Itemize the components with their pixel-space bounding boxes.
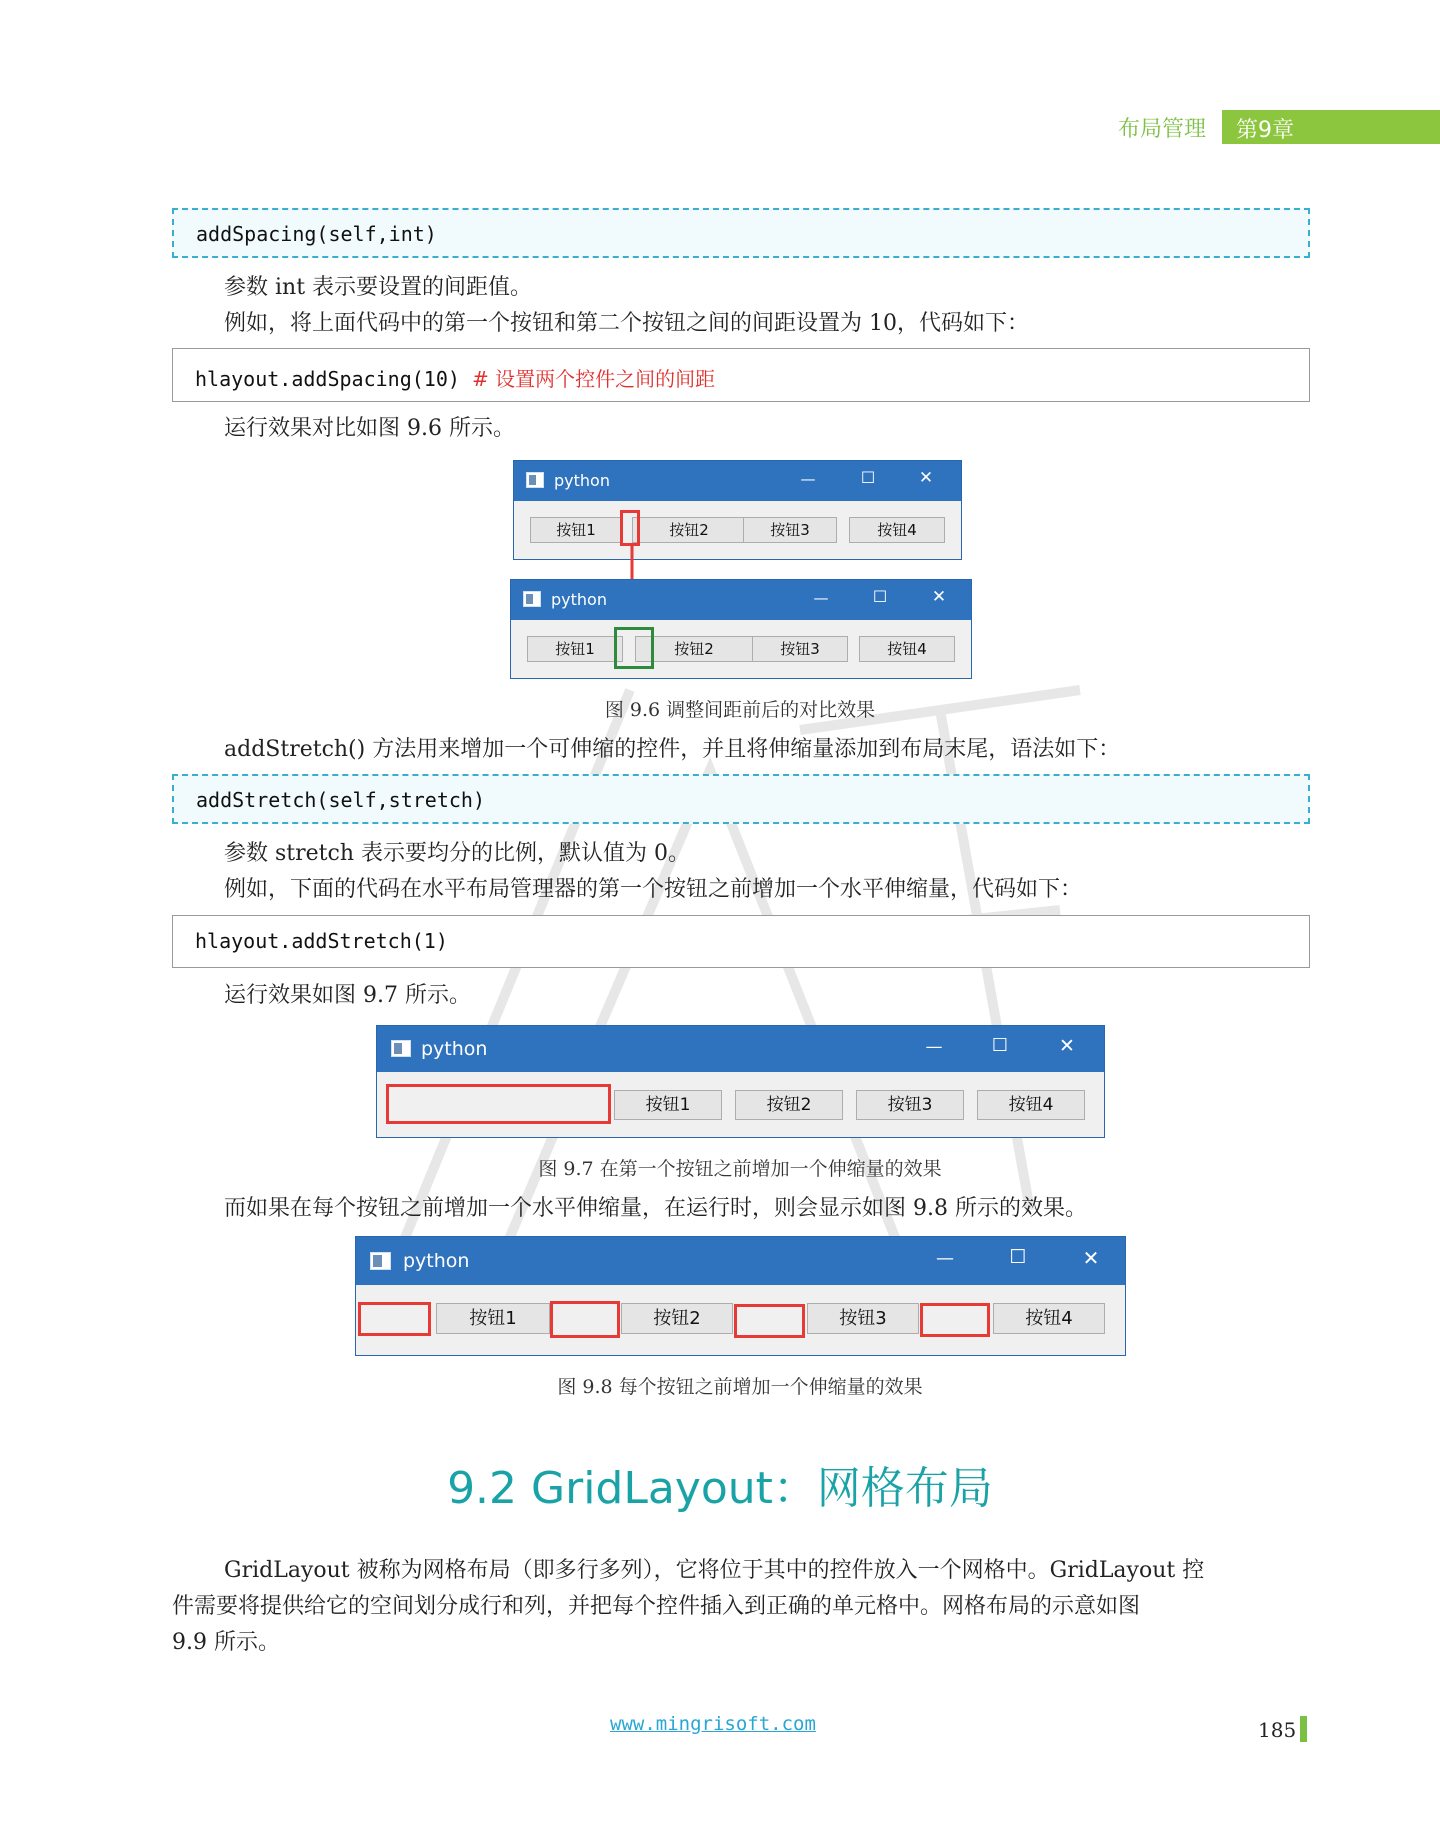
button-1[interactable]: 按钮1 — [614, 1090, 722, 1120]
header-chapter-label: 第9章 — [1236, 118, 1294, 143]
page-number-bar — [1300, 1716, 1307, 1742]
paragraph: addStretch() 方法用来增加一个可伸缩的控件，并且将伸缩量添加到布局末尾，语法如下： — [224, 737, 1121, 762]
button-3[interactable]: 按钮3 — [743, 517, 837, 543]
stretch-highlight — [550, 1301, 620, 1338]
window-title: python — [554, 471, 610, 490]
code-block-addstretch-example — [172, 915, 1310, 968]
paragraph: 例如，将上面代码中的第一个按钮和第二个按钮之间的间距设置为 10，代码如下： — [224, 311, 1029, 336]
code-block-addspacing-example — [172, 348, 1310, 402]
paragraph: 9.9 所示。 — [172, 1630, 280, 1655]
stretch-highlight — [734, 1304, 805, 1338]
minimize-icon[interactable]: — — [800, 470, 816, 488]
app-icon — [391, 1040, 411, 1057]
maximize-icon[interactable]: ☐ — [1009, 1246, 1027, 1268]
button-2[interactable]: 按钮2 — [621, 1303, 733, 1334]
button-4[interactable]: 按钮4 — [859, 636, 955, 662]
button-4[interactable]: 按钮4 — [993, 1303, 1105, 1334]
paragraph: 参数 stretch 表示要均分的比例，默认值为 0。 — [224, 841, 690, 866]
button-2[interactable]: 按钮2 — [735, 1090, 843, 1120]
window-title: python — [551, 590, 607, 609]
button-3[interactable]: 按钮3 — [752, 636, 848, 662]
title-bar — [377, 1026, 1104, 1072]
page-number: 185 — [1258, 1718, 1297, 1742]
title-bar — [511, 580, 971, 620]
stretch-highlight — [358, 1302, 431, 1336]
app-icon — [370, 1252, 391, 1270]
figure-caption: 图 9.7 在第一个按钮之前增加一个伸缩量的效果 — [538, 1158, 942, 1180]
close-icon[interactable]: ✕ — [918, 468, 934, 488]
code-statement: hlayout.addSpacing(10) — [195, 367, 472, 391]
python-window — [355, 1236, 1126, 1356]
minimize-icon[interactable]: — — [925, 1037, 943, 1057]
figure-caption: 图 9.8 每个按钮之前增加一个伸缩量的效果 — [557, 1376, 923, 1398]
paragraph: 例如，下面的代码在水平布局管理器的第一个按钮之前增加一个水平伸缩量，代码如下： — [224, 877, 1083, 902]
minimize-icon[interactable]: — — [813, 589, 829, 607]
code-text: hlayout.addStretch(1) — [195, 929, 448, 953]
footer-link[interactable]: www.mingrisoft.com — [610, 1713, 816, 1735]
paragraph: 件需要将提供给它的空间划分成行和列，并把每个控件插入到正确的单元格中。网格布局的示意如图 — [172, 1594, 1141, 1619]
window-title: python — [403, 1250, 470, 1272]
python-window — [513, 460, 962, 560]
title-bar — [514, 461, 961, 501]
maximize-icon[interactable]: ☐ — [860, 468, 876, 487]
button-4[interactable]: 按钮4 — [849, 517, 945, 543]
button-1[interactable]: 按钮1 — [436, 1303, 550, 1334]
maximize-icon[interactable]: ☐ — [872, 587, 888, 606]
header-section-title: 布局管理 — [1118, 117, 1207, 142]
spacing-highlight-after — [614, 627, 654, 669]
close-icon[interactable]: ✕ — [931, 587, 947, 607]
button-3[interactable]: 按钮3 — [856, 1090, 964, 1120]
paragraph: 运行效果如图 9.7 所示。 — [224, 983, 471, 1008]
minimize-icon[interactable]: — — [936, 1248, 954, 1269]
close-icon[interactable]: ✕ — [1059, 1035, 1075, 1057]
python-window — [510, 579, 972, 679]
maximize-icon[interactable]: ☐ — [991, 1035, 1009, 1056]
header-chapter-badge — [1222, 110, 1440, 144]
code-text — [195, 363, 715, 392]
paragraph: 参数 int 表示要设置的间距值。 — [224, 275, 533, 300]
button-4[interactable]: 按钮4 — [977, 1090, 1085, 1120]
paragraph: GridLayout 被称为网格布局（即多行多列），它将位于其中的控件放入一个网格中。GridLayout 控 — [224, 1558, 1205, 1583]
app-icon — [523, 591, 541, 607]
button-1[interactable]: 按钮1 — [527, 636, 623, 662]
stretch-highlight — [920, 1303, 990, 1337]
button-3[interactable]: 按钮3 — [807, 1303, 919, 1334]
code-block-addspacing — [172, 208, 1310, 258]
window-title: python — [421, 1038, 488, 1060]
button-2[interactable]: 按钮2 — [632, 517, 746, 543]
stretch-highlight — [386, 1084, 611, 1124]
spacing-highlight-before — [620, 510, 640, 546]
figure-caption: 图 9.6 调整间距前后的对比效果 — [604, 699, 876, 721]
paragraph: 运行效果对比如图 9.6 所示。 — [224, 416, 515, 441]
section-heading: 9.2 GridLayout：网格布局 — [447, 1463, 993, 1514]
close-icon[interactable]: ✕ — [1082, 1246, 1100, 1270]
code-comment: # 设置两个控件之间的间距 — [471, 367, 716, 391]
title-bar — [356, 1237, 1125, 1285]
app-icon — [526, 472, 544, 488]
code-block-addstretch — [172, 774, 1310, 824]
paragraph: 而如果在每个按钮之前增加一个水平伸缩量，在运行时，则会显示如图 9.8 所示的效果。 — [224, 1196, 1087, 1221]
button-1[interactable]: 按钮1 — [530, 517, 622, 543]
code-text: addSpacing(self,int) — [196, 222, 437, 246]
code-text: addStretch(self,stretch) — [196, 788, 485, 812]
button-2[interactable]: 按钮2 — [635, 636, 753, 662]
